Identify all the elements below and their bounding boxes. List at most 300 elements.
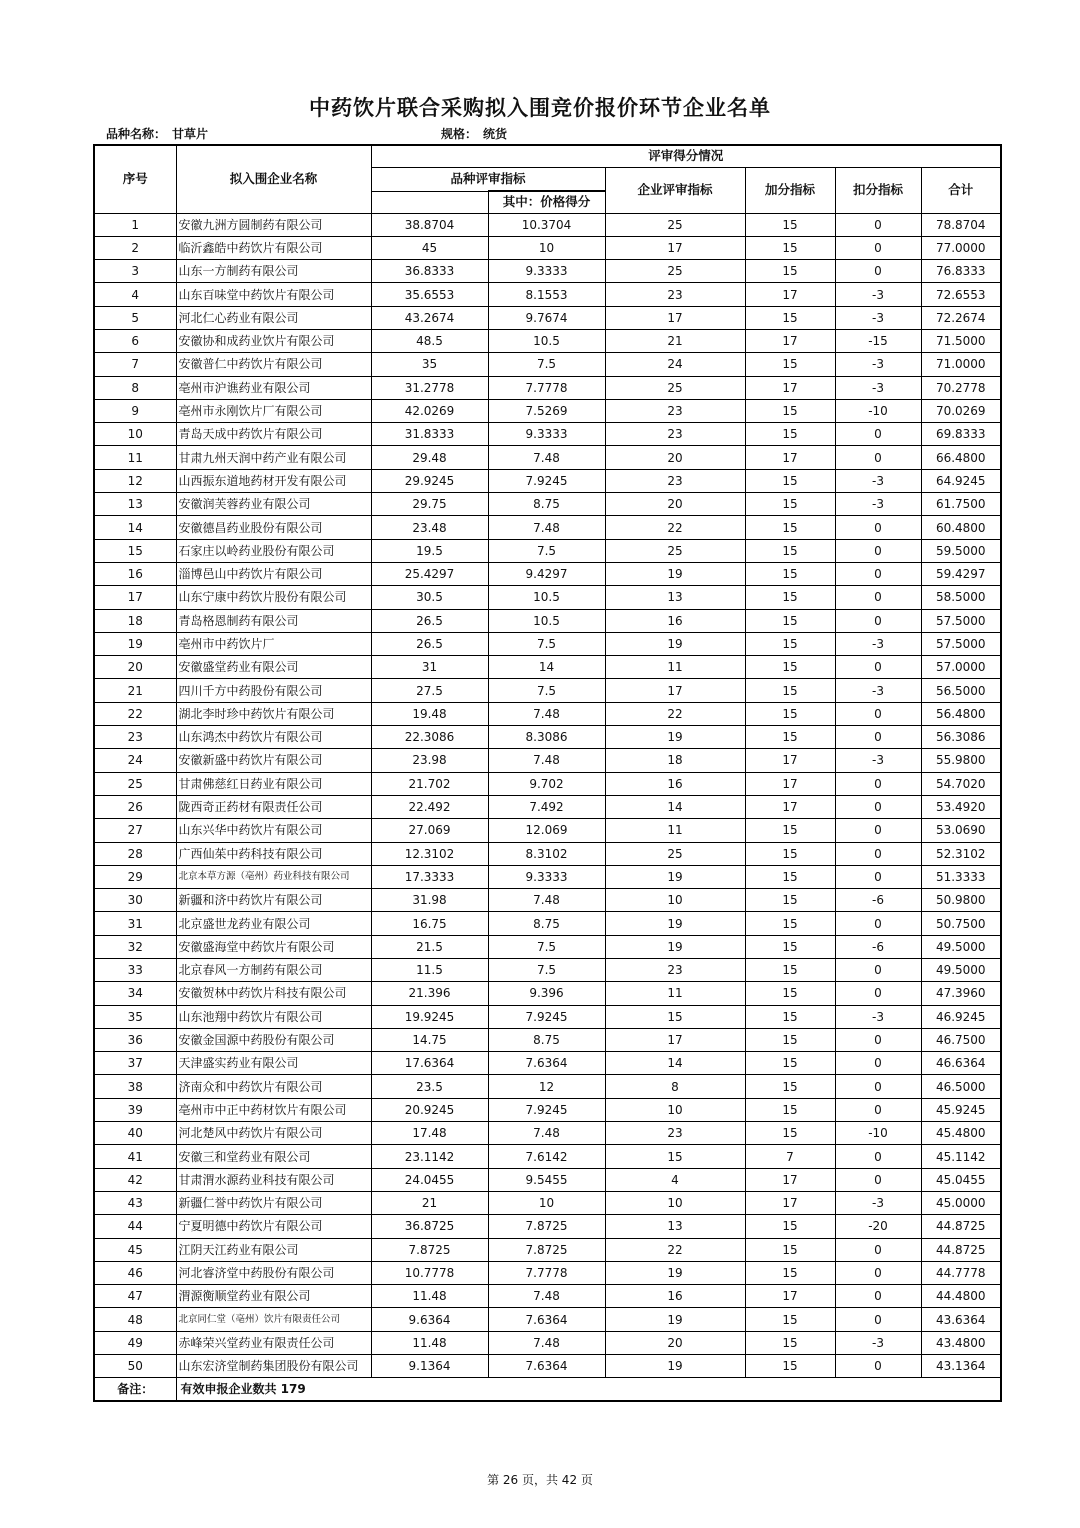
spec-label: 规格： — [441, 127, 478, 141]
cell-total: 76.8333 — [921, 260, 1001, 283]
cell-price-score: 7.5269 — [488, 399, 605, 422]
cell-price-score: 7.6364 — [488, 1355, 605, 1378]
cell-seq: 20 — [94, 656, 176, 679]
table-row — [94, 702, 1001, 725]
cell-price-score: 9.396 — [488, 982, 605, 1005]
cell-price-score: 9.3333 — [488, 260, 605, 283]
cell-variety-score: 43.2674 — [371, 306, 488, 329]
cell-company: 山东兴华中药饮片有限公司 — [176, 819, 371, 842]
cell-total: 56.4800 — [921, 702, 1001, 725]
cell-seq: 9 — [94, 399, 176, 422]
cell-bonus: 15 — [745, 306, 835, 329]
cell-deduct: -3 — [835, 306, 921, 329]
table-row — [94, 306, 1001, 329]
cell-enterprise-score: 17 — [605, 236, 745, 259]
cell-company: 新疆和济中药饮片有限公司 — [176, 889, 371, 912]
cell-bonus: 15 — [745, 656, 835, 679]
cell-seq: 13 — [94, 493, 176, 516]
cell-deduct: 0 — [835, 562, 921, 585]
cell-deduct: -10 — [835, 1122, 921, 1145]
cell-variety-score: 17.3333 — [371, 865, 488, 888]
cell-bonus: 15 — [745, 889, 835, 912]
cell-deduct: 0 — [835, 446, 921, 469]
cell-bonus: 15 — [745, 399, 835, 422]
table-row — [94, 1005, 1001, 1028]
cell-bonus: 15 — [745, 1238, 835, 1261]
cell-seq: 26 — [94, 795, 176, 818]
cell-enterprise-score: 23 — [605, 423, 745, 446]
cell-company: 安徽普仁中药饮片有限公司 — [176, 353, 371, 376]
cell-company: 北京同仁堂（亳州）饮片有限责任公司 — [176, 1308, 371, 1331]
cell-company: 山东百味堂中药饮片有限公司 — [176, 283, 371, 306]
cell-total: 72.2674 — [921, 306, 1001, 329]
table-row — [94, 935, 1001, 958]
cell-bonus: 15 — [745, 213, 835, 236]
cell-deduct: -10 — [835, 399, 921, 422]
cell-company: 安徽三和堂药业有限公司 — [176, 1145, 371, 1168]
cell-enterprise-score: 20 — [605, 493, 745, 516]
cell-enterprise-score: 23 — [605, 399, 745, 422]
cell-variety-score: 21.396 — [371, 982, 488, 1005]
cell-bonus: 7 — [745, 1145, 835, 1168]
cell-price-score: 9.3333 — [488, 423, 605, 446]
cell-total: 43.6364 — [921, 1308, 1001, 1331]
cell-seq: 7 — [94, 353, 176, 376]
cell-seq: 16 — [94, 562, 176, 585]
cell-seq: 18 — [94, 609, 176, 632]
cell-seq: 23 — [94, 726, 176, 749]
cell-price-score: 7.5 — [488, 959, 605, 982]
cell-bonus: 15 — [745, 1005, 835, 1028]
cell-seq: 40 — [94, 1122, 176, 1145]
cell-enterprise-score: 19 — [605, 562, 745, 585]
cell-total: 46.6364 — [921, 1052, 1001, 1075]
header-score-group: 评审得分情况 — [371, 145, 1001, 167]
table-row — [94, 1285, 1001, 1308]
cell-enterprise-score: 22 — [605, 1238, 745, 1261]
cell-seq: 32 — [94, 935, 176, 958]
cell-company: 安徽盛海堂中药饮片有限公司 — [176, 935, 371, 958]
cell-company: 安徽金国源中药股份有限公司 — [176, 1028, 371, 1051]
table-row — [94, 1191, 1001, 1214]
cell-enterprise-score: 23 — [605, 959, 745, 982]
cell-price-score: 7.8725 — [488, 1238, 605, 1261]
cell-deduct: 0 — [835, 819, 921, 842]
cell-variety-score: 11.48 — [371, 1331, 488, 1354]
cell-price-score: 10.5 — [488, 586, 605, 609]
cell-bonus: 15 — [745, 423, 835, 446]
table-row — [94, 679, 1001, 702]
cell-price-score: 7.48 — [488, 1331, 605, 1354]
cell-deduct: 0 — [835, 726, 921, 749]
cell-price-score: 7.5 — [488, 632, 605, 655]
cell-seq: 5 — [94, 306, 176, 329]
table-row — [94, 423, 1001, 446]
cell-total: 60.4800 — [921, 516, 1001, 539]
cell-price-score: 10.3704 — [488, 213, 605, 236]
cell-deduct: 0 — [835, 1168, 921, 1191]
cell-total: 53.0690 — [921, 819, 1001, 842]
table-row — [94, 959, 1001, 982]
cell-deduct: -6 — [835, 889, 921, 912]
cell-variety-score: 21.5 — [371, 935, 488, 958]
cell-deduct: 0 — [835, 539, 921, 562]
cell-price-score: 7.7778 — [488, 376, 605, 399]
table-row — [94, 1098, 1001, 1121]
cell-total: 49.5000 — [921, 959, 1001, 982]
cell-company: 山东鸿杰中药饮片有限公司 — [176, 726, 371, 749]
cell-enterprise-score: 13 — [605, 1215, 745, 1238]
cell-seq: 28 — [94, 842, 176, 865]
cell-enterprise-score: 23 — [605, 1122, 745, 1145]
cell-variety-score: 16.75 — [371, 912, 488, 935]
cell-bonus: 15 — [745, 1308, 835, 1331]
table-row — [94, 1331, 1001, 1354]
cell-enterprise-score: 11 — [605, 656, 745, 679]
cell-price-score: 14 — [488, 656, 605, 679]
cell-company: 安徽新盛中药饮片有限公司 — [176, 749, 371, 772]
cell-enterprise-score: 10 — [605, 1191, 745, 1214]
cell-seq: 19 — [94, 632, 176, 655]
cell-total: 50.7500 — [921, 912, 1001, 935]
cell-variety-score: 25.4297 — [371, 562, 488, 585]
cell-enterprise-score: 23 — [605, 469, 745, 492]
cell-seq: 27 — [94, 819, 176, 842]
cell-variety-score: 26.5 — [371, 609, 488, 632]
cell-deduct: -20 — [835, 1215, 921, 1238]
cell-enterprise-score: 10 — [605, 889, 745, 912]
cell-variety-score: 35 — [371, 353, 488, 376]
cell-deduct: 0 — [835, 1355, 921, 1378]
cell-bonus: 17 — [745, 749, 835, 772]
cell-seq: 22 — [94, 702, 176, 725]
cell-deduct: -6 — [835, 935, 921, 958]
cell-company: 亳州市沪谯药业有限公司 — [176, 376, 371, 399]
cell-total: 57.0000 — [921, 656, 1001, 679]
cell-deduct: 0 — [835, 609, 921, 632]
cell-deduct: -3 — [835, 493, 921, 516]
cell-company: 安徽润芙蓉药业有限公司 — [176, 493, 371, 516]
cell-variety-score: 29.48 — [371, 446, 488, 469]
cell-total: 59.4297 — [921, 562, 1001, 585]
cell-variety-score: 23.48 — [371, 516, 488, 539]
page-footer: 第 26 页，共 42 页 — [487, 1473, 593, 1487]
cell-price-score: 7.48 — [488, 749, 605, 772]
cell-seq: 2 — [94, 236, 176, 259]
cell-company: 亳州市永刚饮片厂有限公司 — [176, 399, 371, 422]
cell-total: 78.8704 — [921, 213, 1001, 236]
cell-company: 安徽九洲方圆制药有限公司 — [176, 213, 371, 236]
cell-variety-score: 36.8333 — [371, 260, 488, 283]
cell-company: 安徽盛堂药业有限公司 — [176, 656, 371, 679]
cell-price-score: 7.6364 — [488, 1052, 605, 1075]
table-row — [94, 1122, 1001, 1145]
cell-company: 临沂鑫皓中药饮片有限公司 — [176, 236, 371, 259]
cell-company: 河北睿济堂中药股份有限公司 — [176, 1261, 371, 1284]
cell-company: 山东一方制药有限公司 — [176, 260, 371, 283]
cell-variety-score: 7.8725 — [371, 1238, 488, 1261]
cell-enterprise-score: 16 — [605, 772, 745, 795]
cell-company: 青岛天成中药饮片有限公司 — [176, 423, 371, 446]
cell-seq: 14 — [94, 516, 176, 539]
cell-variety-score: 21 — [371, 1191, 488, 1214]
cell-price-score: 7.5 — [488, 935, 605, 958]
cell-price-score: 9.702 — [488, 772, 605, 795]
cell-company: 宁夏明德中药饮片有限公司 — [176, 1215, 371, 1238]
cell-seq: 17 — [94, 586, 176, 609]
cell-seq: 35 — [94, 1005, 176, 1028]
cell-deduct: 0 — [835, 865, 921, 888]
cell-variety-score: 29.9245 — [371, 469, 488, 492]
header-total: 合计 — [921, 167, 1001, 213]
table-row — [94, 1028, 1001, 1051]
header-seq: 序号 — [94, 145, 176, 213]
cell-enterprise-score: 17 — [605, 679, 745, 702]
cell-price-score: 7.5 — [488, 679, 605, 702]
cell-bonus: 15 — [745, 1331, 835, 1354]
cell-total: 57.5000 — [921, 609, 1001, 632]
cell-variety-score: 45 — [371, 236, 488, 259]
cell-deduct: -3 — [835, 1191, 921, 1214]
cell-deduct: -3 — [835, 679, 921, 702]
cell-company: 济南众和中药饮片有限公司 — [176, 1075, 371, 1098]
cell-total: 45.9245 — [921, 1098, 1001, 1121]
table-row — [94, 1052, 1001, 1075]
header-company: 拟入围企业名称 — [176, 145, 371, 213]
cell-enterprise-score: 15 — [605, 1145, 745, 1168]
cell-total: 57.5000 — [921, 632, 1001, 655]
cell-total: 71.5000 — [921, 329, 1001, 352]
cell-company: 淄博邑山中药饮片有限公司 — [176, 562, 371, 585]
cell-company: 山东池翔中药饮片有限公司 — [176, 1005, 371, 1028]
cell-variety-score: 19.5 — [371, 539, 488, 562]
cell-variety-score: 48.5 — [371, 329, 488, 352]
cell-company: 山西振东道地药材开发有限公司 — [176, 469, 371, 492]
cell-total: 56.3086 — [921, 726, 1001, 749]
remark-label: 备注： — [94, 1378, 176, 1402]
cell-company: 山东宏济堂制药集团股份有限公司 — [176, 1355, 371, 1378]
cell-seq: 44 — [94, 1215, 176, 1238]
table-row — [94, 726, 1001, 749]
cell-price-score: 7.9245 — [488, 1005, 605, 1028]
cell-deduct: 0 — [835, 1028, 921, 1051]
cell-variety-score: 29.75 — [371, 493, 488, 516]
cell-deduct: 0 — [835, 795, 921, 818]
cell-seq: 37 — [94, 1052, 176, 1075]
cell-price-score: 10.5 — [488, 329, 605, 352]
cell-price-score: 8.3086 — [488, 726, 605, 749]
cell-total: 47.3960 — [921, 982, 1001, 1005]
cell-seq: 45 — [94, 1238, 176, 1261]
table-row — [94, 1238, 1001, 1261]
cell-price-score: 7.48 — [488, 446, 605, 469]
cell-price-score: 8.1553 — [488, 283, 605, 306]
cell-price-score: 10 — [488, 236, 605, 259]
cell-deduct: 0 — [835, 213, 921, 236]
table-row — [94, 1075, 1001, 1098]
cell-variety-score: 12.3102 — [371, 842, 488, 865]
cell-variety-score: 14.75 — [371, 1028, 488, 1051]
cell-total: 71.0000 — [921, 353, 1001, 376]
table-row — [94, 1145, 1001, 1168]
cell-bonus: 15 — [745, 912, 835, 935]
cell-variety-score: 35.6553 — [371, 283, 488, 306]
table-row — [94, 376, 1001, 399]
remark-text: 有效申报企业数共 179 — [176, 1378, 1001, 1402]
cell-enterprise-score: 22 — [605, 702, 745, 725]
cell-variety-score: 22.492 — [371, 795, 488, 818]
cell-enterprise-score: 25 — [605, 842, 745, 865]
cell-company: 河北楚风中药饮片有限公司 — [176, 1122, 371, 1145]
cell-enterprise-score: 19 — [605, 935, 745, 958]
cell-price-score: 8.3102 — [488, 842, 605, 865]
cell-price-score: 9.5455 — [488, 1168, 605, 1191]
cell-deduct: -3 — [835, 283, 921, 306]
cell-bonus: 17 — [745, 772, 835, 795]
header-price: 其中：价格得分 — [488, 191, 605, 213]
cell-company: 北京本草方源（亳州）药业科技有限公司 — [176, 865, 371, 888]
cell-enterprise-score: 17 — [605, 306, 745, 329]
cell-bonus: 15 — [745, 493, 835, 516]
spec-value: 统货 — [483, 127, 508, 141]
cell-total: 66.4800 — [921, 446, 1001, 469]
table-row — [94, 539, 1001, 562]
table-row — [94, 819, 1001, 842]
cell-enterprise-score: 15 — [605, 1005, 745, 1028]
cell-company: 赤峰荣兴堂药业有限责任公司 — [176, 1331, 371, 1354]
cell-price-score: 8.75 — [488, 912, 605, 935]
table-body — [94, 213, 1001, 1378]
cell-deduct: 0 — [835, 1308, 921, 1331]
cell-bonus: 15 — [745, 1355, 835, 1378]
cell-bonus: 15 — [745, 1215, 835, 1238]
cell-enterprise-score: 4 — [605, 1168, 745, 1191]
cell-deduct: 0 — [835, 959, 921, 982]
cell-deduct: 0 — [835, 586, 921, 609]
cell-seq: 15 — [94, 539, 176, 562]
cell-enterprise-score: 19 — [605, 1261, 745, 1284]
cell-price-score: 7.6142 — [488, 1145, 605, 1168]
table-row — [94, 1215, 1001, 1238]
cell-total: 53.4920 — [921, 795, 1001, 818]
cell-enterprise-score: 19 — [605, 912, 745, 935]
cell-enterprise-score: 25 — [605, 376, 745, 399]
cell-total: 59.5000 — [921, 539, 1001, 562]
cell-company: 天津盛实药业有限公司 — [176, 1052, 371, 1075]
cell-company: 渭源衡顺堂药业有限公司 — [176, 1285, 371, 1308]
cell-price-score: 7.492 — [488, 795, 605, 818]
cell-price-score: 9.4297 — [488, 562, 605, 585]
cell-bonus: 15 — [745, 702, 835, 725]
header-variety-blank — [371, 191, 488, 213]
cell-enterprise-score: 16 — [605, 1285, 745, 1308]
table-row — [94, 446, 1001, 469]
cell-total: 46.9245 — [921, 1005, 1001, 1028]
cell-bonus: 15 — [745, 260, 835, 283]
cell-bonus: 15 — [745, 1052, 835, 1075]
cell-price-score: 7.48 — [488, 1285, 605, 1308]
cell-deduct: 0 — [835, 1285, 921, 1308]
cell-deduct: -3 — [835, 376, 921, 399]
cell-deduct: 0 — [835, 516, 921, 539]
cell-bonus: 15 — [745, 586, 835, 609]
table-row — [94, 1261, 1001, 1284]
cell-total: 72.6553 — [921, 283, 1001, 306]
cell-deduct: 0 — [835, 1098, 921, 1121]
cell-bonus: 15 — [745, 469, 835, 492]
cell-seq: 43 — [94, 1191, 176, 1214]
cell-company: 安徽协和成药业饮片有限公司 — [176, 329, 371, 352]
cell-company: 湖北李时珍中药饮片有限公司 — [176, 702, 371, 725]
cell-enterprise-score: 14 — [605, 795, 745, 818]
cell-seq: 48 — [94, 1308, 176, 1331]
cell-bonus: 15 — [745, 1075, 835, 1098]
cell-total: 58.5000 — [921, 586, 1001, 609]
cell-company: 石家庄以岭药业股份有限公司 — [176, 539, 371, 562]
cell-deduct: 0 — [835, 260, 921, 283]
cell-total: 56.5000 — [921, 679, 1001, 702]
cell-seq: 21 — [94, 679, 176, 702]
cell-enterprise-score: 19 — [605, 1308, 745, 1331]
cell-price-score: 8.75 — [488, 1028, 605, 1051]
cell-seq: 4 — [94, 283, 176, 306]
cell-variety-score: 9.1364 — [371, 1355, 488, 1378]
cell-company: 山东宁康中药饮片股份有限公司 — [176, 586, 371, 609]
cell-company: 北京春风一方制药有限公司 — [176, 959, 371, 982]
document-title: 中药饮片联合采购拟入围竞价报价环节企业名单 — [309, 95, 771, 120]
table-row — [94, 353, 1001, 376]
cell-variety-score: 22.3086 — [371, 726, 488, 749]
cell-price-score: 10 — [488, 1191, 605, 1214]
cell-deduct: 0 — [835, 912, 921, 935]
cell-price-score: 12.069 — [488, 819, 605, 842]
cell-seq: 6 — [94, 329, 176, 352]
cell-company: 青岛格恩制药有限公司 — [176, 609, 371, 632]
cell-total: 77.0000 — [921, 236, 1001, 259]
cell-bonus: 17 — [745, 283, 835, 306]
cell-seq: 49 — [94, 1331, 176, 1354]
cell-variety-score: 31.98 — [371, 889, 488, 912]
cell-bonus: 15 — [745, 1098, 835, 1121]
cell-seq: 42 — [94, 1168, 176, 1191]
cell-total: 54.7020 — [921, 772, 1001, 795]
cell-bonus: 15 — [745, 842, 835, 865]
cell-bonus: 15 — [745, 726, 835, 749]
cell-price-score: 7.48 — [488, 1122, 605, 1145]
table-row — [94, 632, 1001, 655]
cell-bonus: 17 — [745, 376, 835, 399]
cell-deduct: 0 — [835, 1145, 921, 1168]
cell-bonus: 15 — [745, 236, 835, 259]
table-row — [94, 609, 1001, 632]
cell-company: 甘肃九州天润中药产业有限公司 — [176, 446, 371, 469]
cell-price-score: 7.5 — [488, 353, 605, 376]
cell-company: 陇西奇正药材有限责任公司 — [176, 795, 371, 818]
cell-total: 61.7500 — [921, 493, 1001, 516]
cell-bonus: 15 — [745, 609, 835, 632]
cell-total: 45.0455 — [921, 1168, 1001, 1191]
table-row — [94, 469, 1001, 492]
cell-company: 广西仙茱中药科技有限公司 — [176, 842, 371, 865]
table-row — [94, 283, 1001, 306]
cell-company: 安徽贺林中药饮片科技有限公司 — [176, 982, 371, 1005]
cell-seq: 46 — [94, 1261, 176, 1284]
cell-total: 69.8333 — [921, 423, 1001, 446]
cell-price-score: 7.8725 — [488, 1215, 605, 1238]
cell-total: 50.9800 — [921, 889, 1001, 912]
cell-seq: 30 — [94, 889, 176, 912]
cell-company: 安徽德昌药业股份有限公司 — [176, 516, 371, 539]
